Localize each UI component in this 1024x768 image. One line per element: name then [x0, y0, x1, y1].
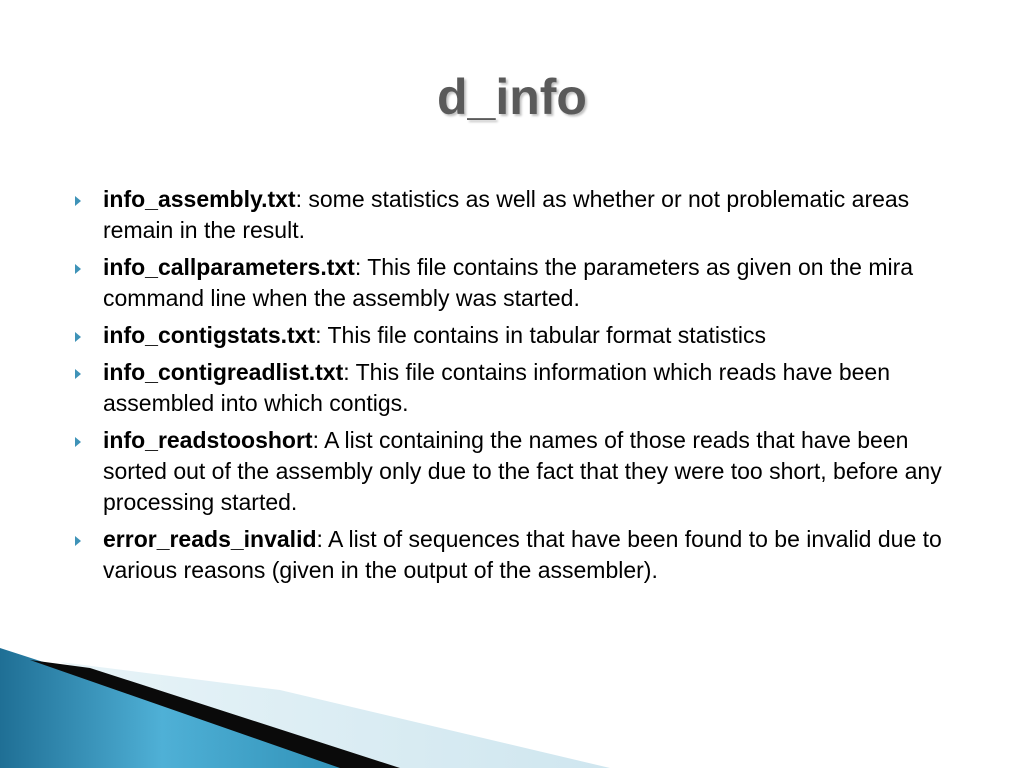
list-item: [72, 252, 972, 314]
list-item: [72, 320, 972, 351]
triangle-right-icon: [75, 369, 81, 379]
bullet-term: info_contigstats.txt: [103, 322, 316, 348]
list-item: [72, 184, 972, 246]
bullet-text: : A list containing the names of those reads that have been sorted out of the assembly only due to the fact that they were too short, before any processing started.: [103, 427, 942, 515]
list-item: [72, 357, 972, 419]
bullet-text: : A list of sequences that have been found to be invalid due to various reasons (given in the output of the assembler).: [103, 526, 942, 583]
triangle-right-icon: [75, 264, 81, 274]
bullet-text: : This file contains in tabular format statistics: [315, 322, 766, 348]
bullet-text: : some statistics as well as whether or not problematic areas remain in the result.: [103, 186, 910, 243]
triangle-right-icon: [75, 437, 81, 447]
bullet-list: [72, 184, 972, 592]
slide-title: d_info: [437, 69, 587, 125]
triangle-right-icon: [75, 536, 81, 546]
list-item: [72, 425, 972, 518]
bullet-term: info_callparameters.txt: [103, 254, 355, 280]
triangle-right-icon: [75, 332, 81, 342]
bullet-term: info_contigreadlist.txt: [103, 359, 344, 385]
bullet-text: : This file contains the parameters as given on the mira command line when the assembly was started.: [103, 254, 914, 311]
bullet-term: error_reads_invalid: [103, 526, 317, 552]
bullet-term: info_assembly.txt: [103, 186, 296, 212]
triangle-right-icon: [75, 196, 81, 206]
bullet-text: : This file contains information which reads have been assembled into which contigs.: [103, 359, 891, 416]
list-item: [72, 524, 972, 586]
bullet-term: info_readstooshort: [103, 427, 313, 453]
